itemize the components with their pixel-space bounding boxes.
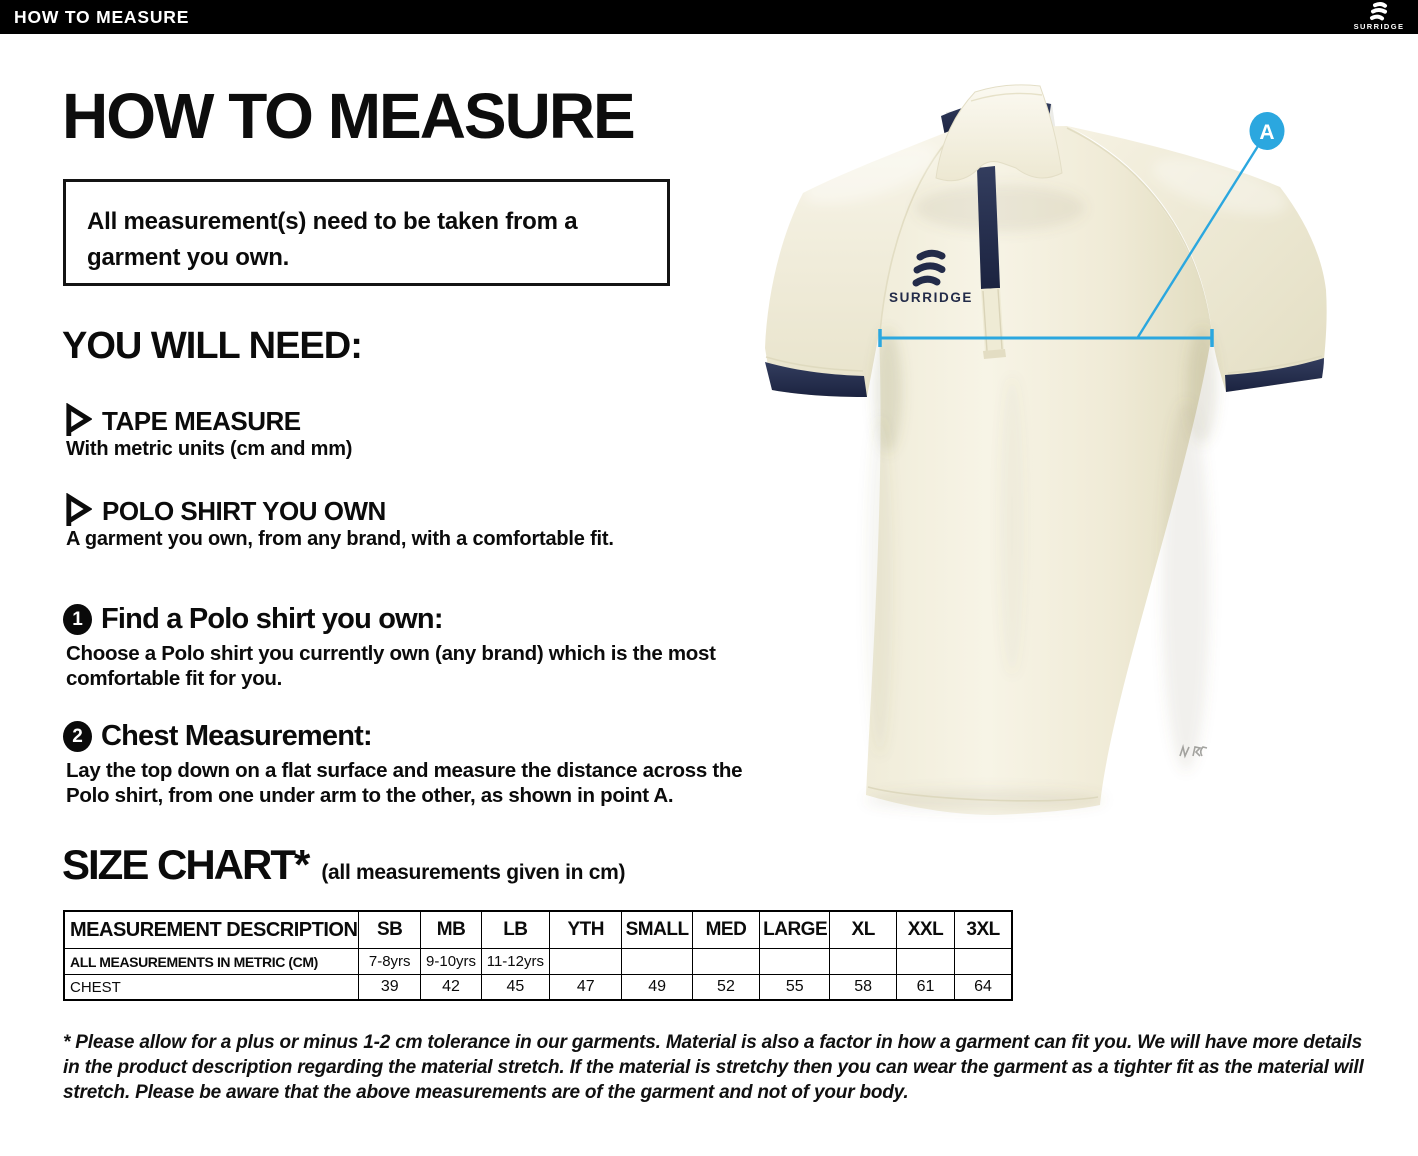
note-text: All measurement(s) need to be taken from a garment you own. [87,208,578,271]
table-row [64,949,1012,975]
table-cell: 9-10yrs [421,949,481,975]
table-cell [622,949,692,975]
point-a-marker [1250,112,1285,150]
column-header: MEASUREMENT DESCRIPTION [64,911,359,949]
table-cell: 7-8yrs [359,949,421,975]
table-cell: 55 [760,975,830,1001]
product-image [750,56,1350,826]
step-title: Find a Polo shirt you own: [101,603,443,635]
step-description: Lay the top down on a flat surface and measure the distance across the Polo shirt, from one under arm to the other, as shown in point A. [66,759,743,807]
table-cell [760,949,830,975]
step-number-badge: 1 [63,604,92,635]
disclaimer-text: * Please allow for a plus or minus 1-2 cm tolerance in our garments. Material is also a factor in how a garment can fit you. We will have more details in the product description regarding the material stretch. If the material is stretchy then you can wear the garment as a tighter fit as the material will stretch. Please be aware that the above measurements are of the garment and not of your body. [63,1032,1364,1103]
table-cell: 45 [481,975,549,1001]
size-chart-heading-row [62,841,625,889]
column-header: YTH [550,911,622,949]
column-header: LARGE [760,911,830,949]
play-icon [63,403,92,437]
table-cell: 61 [896,975,954,1001]
brand-wordmark: SURRIDGE [1353,22,1405,31]
column-header: MB [421,911,481,949]
column-header: LB [481,911,549,949]
table-cell: 58 [830,975,896,1001]
column-header: 3XL [955,911,1012,949]
point-a-label: A [1259,121,1275,144]
table-cell [955,949,1012,975]
table-cell [830,949,896,975]
table-header-row [64,911,1012,949]
table-cell: ALL MEASUREMENTS IN METRIC (CM) [64,949,359,975]
table-cell [550,949,622,975]
step-title: Chest Measurement: [101,720,372,752]
table-cell: 52 [692,975,759,1001]
item-description: With metric units (cm and mm) [66,438,353,460]
brand-logo [1353,2,1405,33]
table-cell [896,949,954,975]
column-header: SMALL [622,911,692,949]
table-row [64,975,1012,1001]
note-box [63,179,670,286]
item-label: POLO SHIRT YOU OWN [102,496,386,526]
play-icon [63,493,92,527]
table-cell: 11-12yrs [481,949,549,975]
table-cell: 64 [955,975,1012,1001]
size-chart-table [63,910,1013,1001]
polo-shirt-graphic [750,56,1350,826]
size-chart-subheading: (all measurements given in cm) [321,861,626,884]
table-cell: CHEST [64,975,359,1001]
shirt-body [866,126,1212,815]
surridge-s-icon [1368,2,1390,22]
table-cell: 49 [622,975,692,1001]
header-bar [0,0,1418,34]
column-header: XL [830,911,896,949]
column-header: XXL [896,911,954,949]
table-cell: 47 [550,975,622,1001]
step-description: Choose a Polo shirt you currently own (any brand) which is the most comfortable fit for you. [66,642,716,690]
you-will-need-heading: YOU WILL NEED: [62,325,362,367]
table-cell: 42 [421,975,481,1001]
item-description: A garment you own, from any brand, with a comfortable fit. [66,528,614,550]
step-number-badge: 2 [63,721,92,752]
table-cell [692,949,759,975]
page-title: HOW TO MEASURE [62,80,634,152]
table-cell: 39 [359,975,421,1001]
item-label: TAPE MEASURE [102,406,301,436]
column-header: SB [359,911,421,949]
chest-logo-text: SURRIDGE [888,290,974,305]
header-title: HOW TO MEASURE [14,7,190,27]
column-header: MED [692,911,759,949]
size-chart-heading: SIZE CHART* [62,841,309,888]
